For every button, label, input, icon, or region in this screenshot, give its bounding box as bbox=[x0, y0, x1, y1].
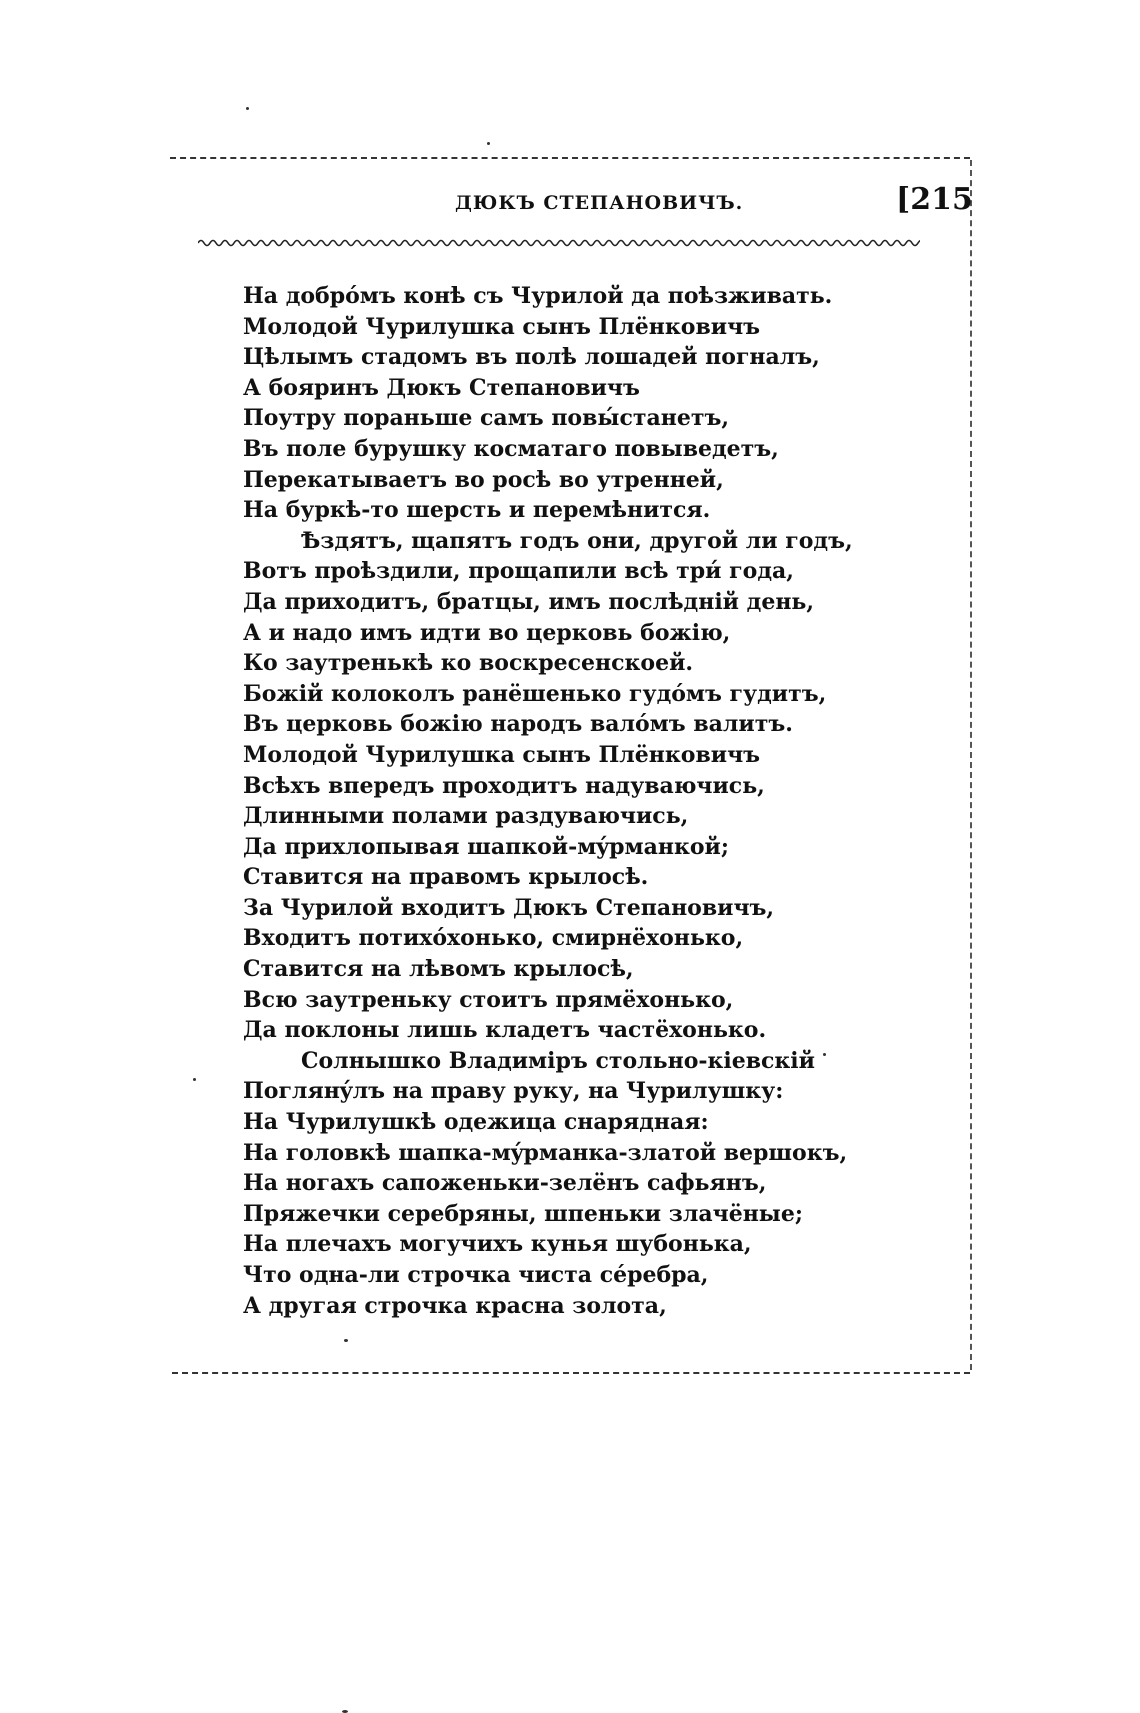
verse-line: Ко заутренькѣ ко воскресенскоей. bbox=[243, 650, 694, 677]
verse-line: Солнышко Владимiръ стольно-кiевскiй bbox=[301, 1047, 815, 1074]
verse-line: На головкѣ шапка-мýрманка-златой вершокъ, bbox=[243, 1139, 848, 1166]
verse-line: Ставится на лѣвомъ крылосѣ, bbox=[243, 956, 634, 983]
scan-speck bbox=[193, 1078, 196, 1081]
page-number: [215 bbox=[896, 182, 973, 217]
verse-line: А и надо имъ идти во церковь божiю, bbox=[243, 619, 731, 646]
verse-line: Цѣлымъ стадомъ въ полѣ лошадей погналъ, bbox=[243, 344, 820, 371]
verse-line: Да поклоны лишь кладетъ частёхонько. bbox=[243, 1017, 767, 1044]
verse-line: На плечахъ могучихъ кунья шубонька, bbox=[243, 1231, 752, 1258]
verse-line: Длинными полами раздуваючись, bbox=[243, 803, 689, 830]
verse-line: Да прихлопывая шапкой-мýрманкой; bbox=[243, 833, 729, 860]
verse-line: Пряжечки серебряны, шпеньки злачёные; bbox=[243, 1200, 803, 1227]
verse-line: Ставится на правомъ крылосѣ. bbox=[243, 864, 649, 891]
verse-line: На буркѣ-то шерсть и перемѣнится. bbox=[243, 497, 711, 524]
poem-text bbox=[243, 281, 883, 1321]
running-title: ДЮКЪ СТЕПАНОВИЧЪ. bbox=[455, 192, 744, 214]
verse-line: А бояринъ Дюкъ Степановичъ bbox=[243, 374, 640, 401]
verse-line: Что одна-ли строчка чиста сéребра, bbox=[243, 1262, 709, 1288]
verse-line: А другая строчка красна золота, bbox=[243, 1292, 667, 1319]
verse-line: Поутру пораньше самъ повы́станетъ, bbox=[243, 405, 729, 432]
verse-line: Молодой Чурилушка сынъ Плёнковичъ bbox=[243, 313, 761, 340]
scan-speck bbox=[487, 142, 490, 145]
bottom-border-rule bbox=[172, 1372, 970, 1374]
verse-line: Всю заутреньку стоитъ прямёхонько, bbox=[243, 986, 734, 1013]
verse-line: Вотъ проѣздили, прощапили всѣ три́ года, bbox=[243, 558, 794, 585]
verse-line: Да приходитъ, братцы, имъ послѣднiй день, bbox=[243, 588, 815, 615]
verse-line: Всѣхъ впередъ проходитъ надуваючись, bbox=[243, 772, 765, 799]
verse-line: Входитъ потихóхонько, смирнёхонько, bbox=[243, 925, 744, 952]
scan-speck bbox=[344, 1339, 348, 1342]
verse-line: Перекатываетъ во росѣ во утренней, bbox=[243, 466, 724, 493]
scan-speck bbox=[823, 1053, 826, 1056]
verse-line: Молодой Чурилушка сынъ Плёнковичъ bbox=[243, 741, 761, 768]
header-wavy-rule bbox=[198, 236, 920, 250]
verse-line: За Чурилой входитъ Дюкъ Степановичъ, bbox=[243, 894, 775, 921]
verse-line: Божiй колоколъ ранёшенько гудóмъ гудитъ, bbox=[243, 680, 827, 707]
right-border-line bbox=[970, 160, 972, 1370]
verse-line: На ногахъ сапоженьки-зелёнъ сафьянъ, bbox=[243, 1170, 767, 1197]
scan-speck bbox=[246, 107, 249, 110]
verse-line: Въ церковь божiю народъ валóмъ валитъ. bbox=[243, 711, 793, 738]
verse-line: Поглянýлъ на праву руку, на Чурилушку: bbox=[243, 1078, 784, 1105]
verse-line: На Чурилушкѣ одежица снарядная: bbox=[243, 1109, 709, 1136]
verse-line: На добрóмъ конѣ съ Чурилой да поѣзживать. bbox=[243, 283, 833, 309]
top-border-rule bbox=[170, 157, 970, 159]
verse-line: Въ поле бурушку косматаго повыведетъ, bbox=[243, 435, 779, 462]
verse-line: Ѣздятъ, щапятъ годъ они, другой ли годъ, bbox=[301, 527, 853, 554]
